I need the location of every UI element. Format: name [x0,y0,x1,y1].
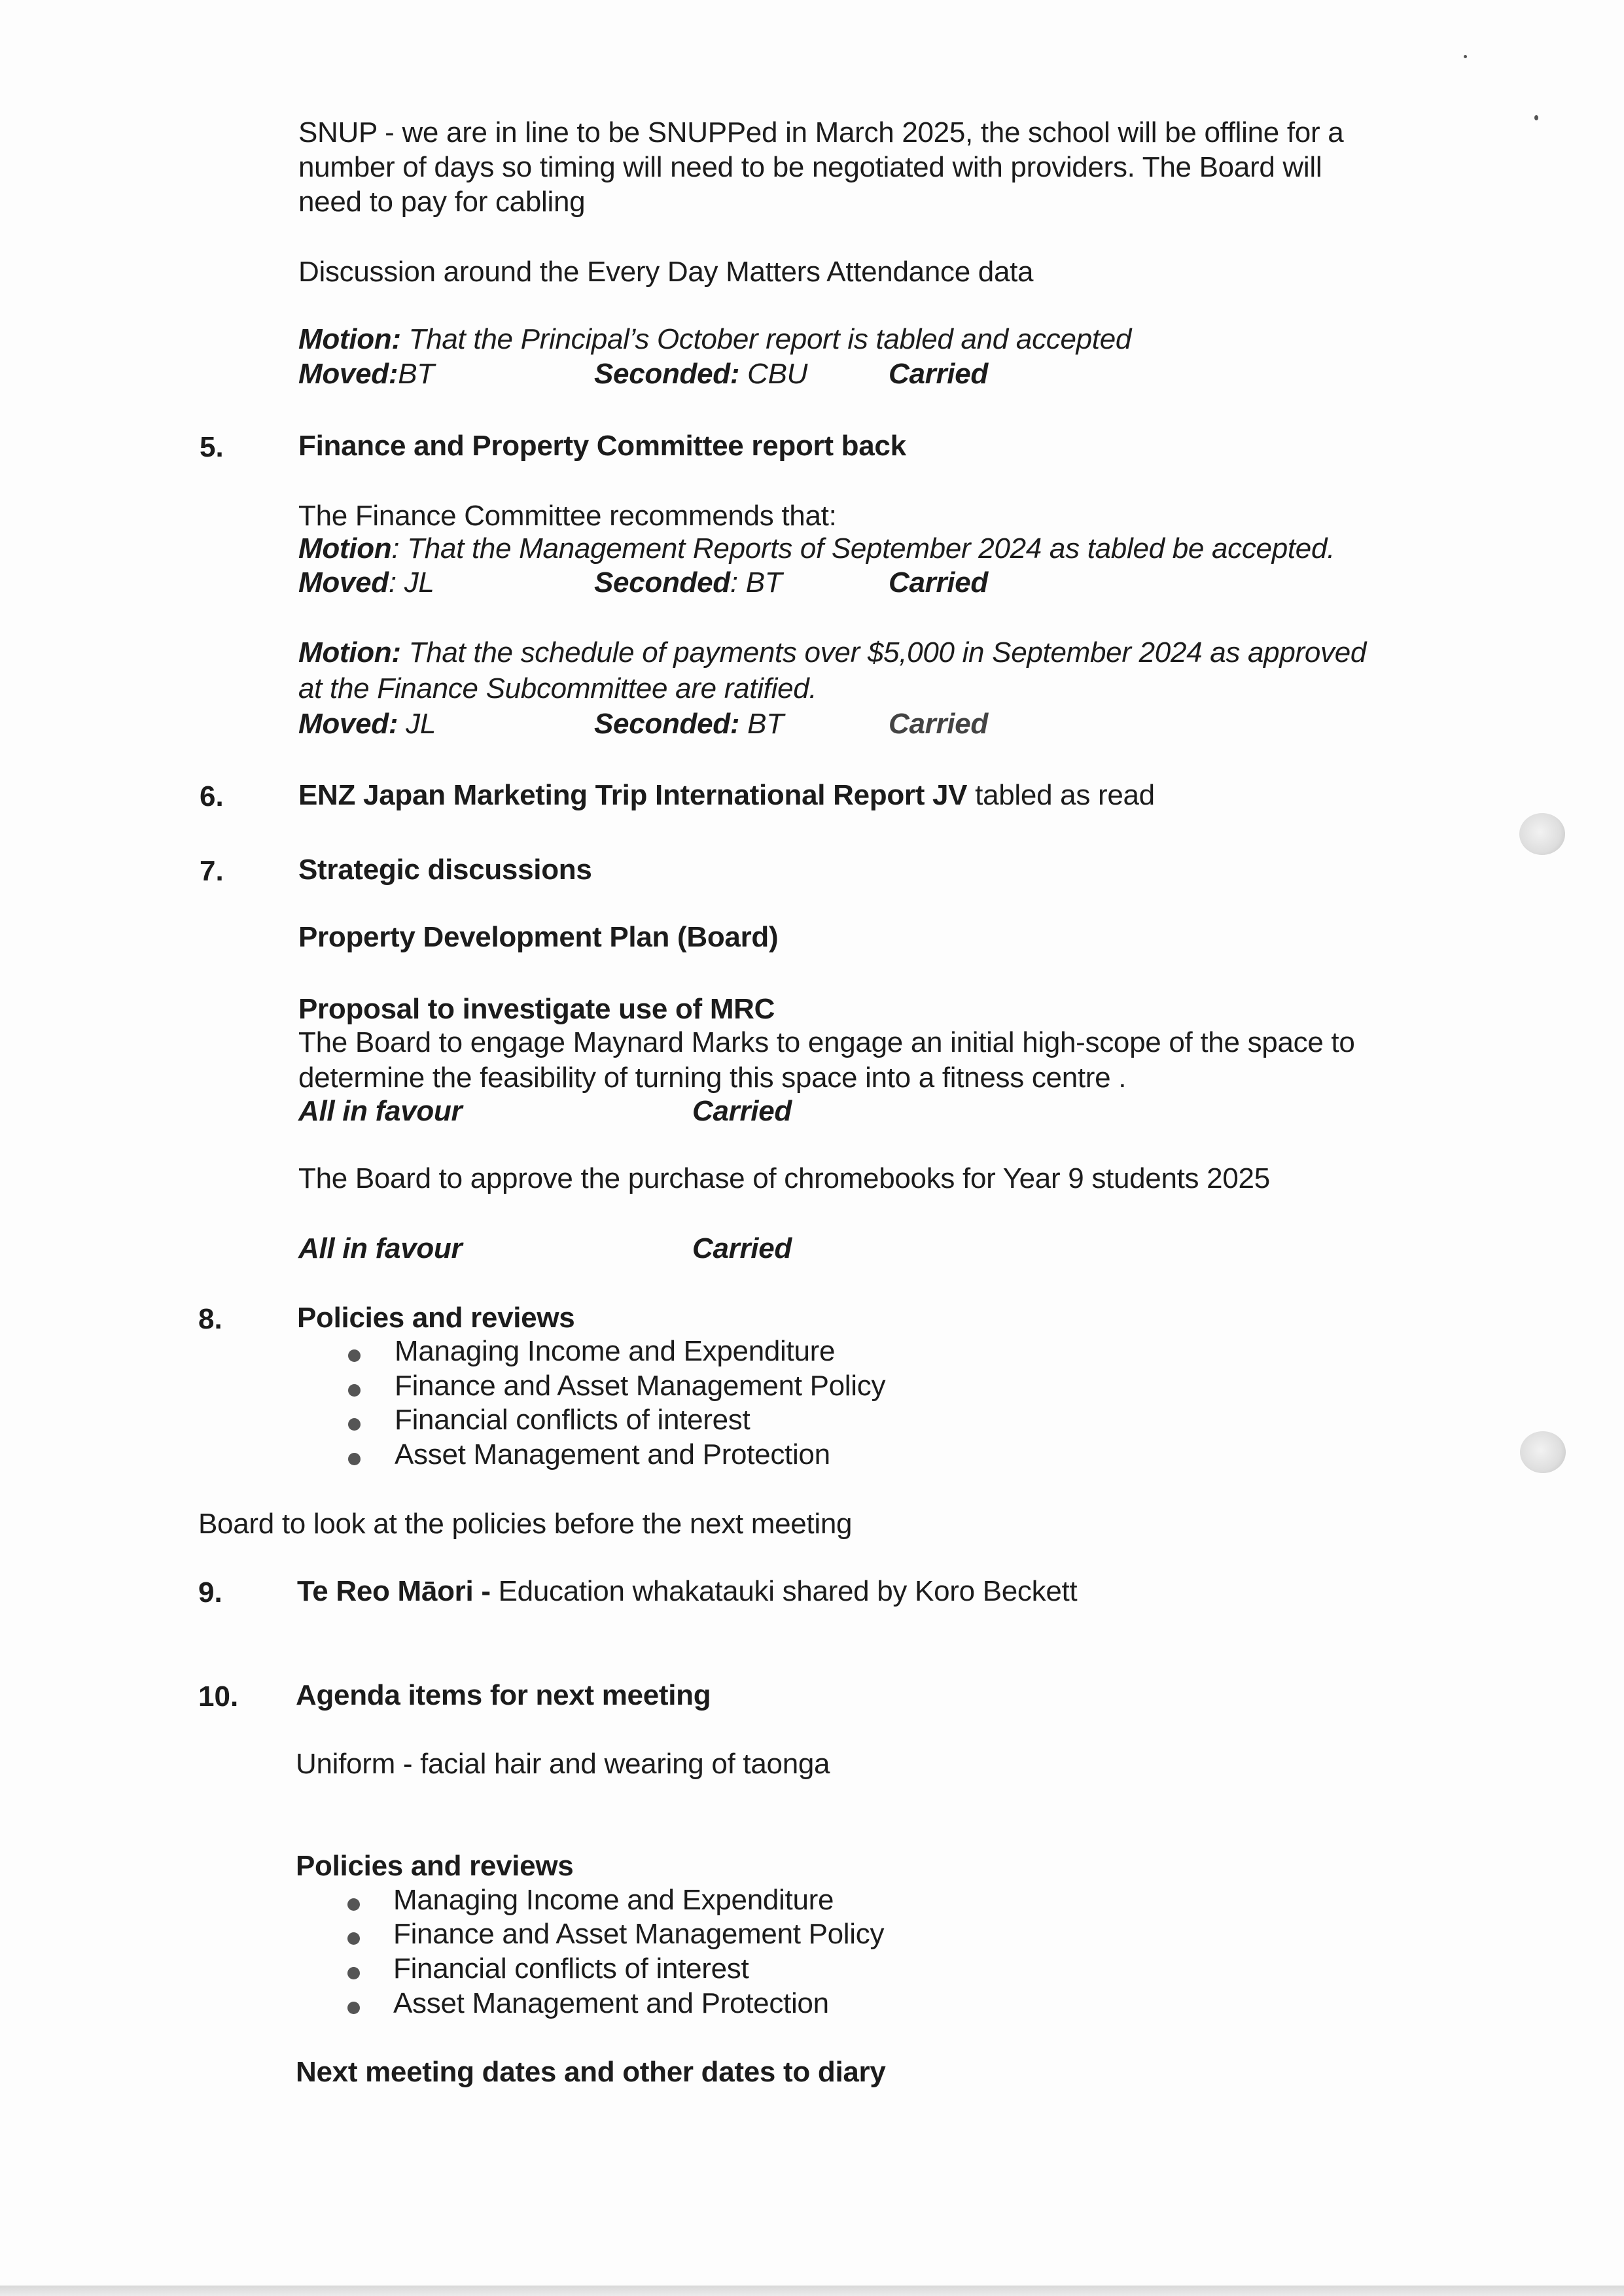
vote-result: Carried [692,1232,792,1264]
seconded-value: BT [739,708,784,740]
item-number: 6. [200,780,224,812]
chromebooks-text: The Board to approve the purchase of chromebooks for Year 9 students 2025 [298,1162,1270,1194]
heading-suffix: tabled as read [967,779,1155,811]
moved-value: : JL [388,566,434,599]
motion-votes [298,357,434,391]
policy-item: Managing Income and Expenditure [393,1884,834,1916]
section-heading: Agenda items for next meeting [296,1679,711,1711]
moved-label: Moved [298,566,389,599]
next-meeting-heading: Next meeting dates and other dates to diary [296,2056,886,2088]
section-heading [297,1574,1077,1609]
seconded-label: Seconded: [594,708,740,740]
motion-principal-report [298,322,1131,357]
item-number: 10. [198,1680,239,1713]
seconded [594,357,807,391]
motion-text: That the schedule of payments over $5,000 in September 2024 as approved [400,636,1367,669]
subheading-property-plan: Property Development Plan (Board) [298,921,779,953]
bullet-icon [348,1384,361,1397]
scan-speck [1534,115,1538,120]
bullet-icon [348,1349,361,1362]
snup-line-1: SNUP - we are in line to be SNUPPed in March 2025, the school will be offline for a [298,116,1344,148]
section-heading: Strategic discussions [298,854,592,886]
item-number: 9. [198,1576,222,1609]
moved-label: Moved: [298,358,398,390]
snup-line-2: number of days so timing will need to be negotiated with providers. The Board will [298,151,1322,183]
seconded-label: Seconded [594,566,730,599]
section-heading: Policies and reviews [297,1302,575,1334]
policy-item: Managing Income and Expenditure [395,1335,836,1367]
heading-bold: ENZ Japan Marketing Trip International Report JV [298,779,968,811]
policy-item: Finance and Asset Management Policy [395,1370,886,1402]
motion-result: Carried [889,358,988,390]
seconded-value: CBU [739,358,808,390]
section-heading: Finance and Property Committee report back [298,430,906,462]
seconded-value: : BT [730,566,783,599]
policies-subheading: Policies and reviews [296,1850,574,1882]
section-heading [298,778,1155,812]
vote-label: All in favour [298,1095,463,1127]
motion-result: Carried [889,566,988,599]
motion-management-reports [298,532,1335,566]
moved-label: Moved: [298,708,398,740]
seconded [594,566,782,600]
item-number: 8. [198,1303,222,1335]
bullet-icon [348,1453,361,1465]
snup-line-3: need to pay for cabling [298,186,586,218]
policy-item: Finance and Asset Management Policy [393,1918,885,1950]
scan-speck [1464,55,1467,58]
moved [298,707,436,741]
item-number: 7. [200,855,224,887]
seconded [594,707,784,741]
heading-text: Education whakatauki shared by Koro Beckett [490,1575,1078,1607]
item-number: 5. [200,431,224,463]
bullet-icon [347,1932,360,1945]
attendance-note: Discussion around the Every Day Matters Attendance data [298,256,1034,288]
bullet-icon [347,1967,360,1979]
uniform-item: Uniform - facial hair and wearing of taonga [296,1748,830,1780]
policies-note: Board to look at the policies before the next meeting [198,1508,853,1540]
heading-bold: Te Reo Māori - [297,1575,491,1607]
vote-result: Carried [692,1095,792,1127]
proposal-line-2: determine the feasibility of turning this space into a fitness centre . [298,1062,1127,1094]
policy-item: Asset Management and Protection [393,1987,829,2019]
motion-label: Motion [298,532,392,565]
policy-item: Asset Management and Protection [395,1438,830,1470]
motion-text: : That the Management Reports of September 2024 as tabled be accepted. [391,532,1335,565]
seconded-label: Seconded: [594,358,740,390]
motion-label: Motion: [298,636,401,669]
motion-result: Carried [889,708,988,740]
punch-hole-icon [1520,1431,1566,1473]
scan-bottom-edge [0,2286,1624,2296]
policy-item: Financial conflicts of interest [393,1953,749,1985]
motion-payments [298,636,1366,670]
motion-text: That the Principal’s October report is tabled and accepted [400,323,1132,355]
bullet-icon [348,1418,361,1431]
bullet-icon [347,1898,360,1911]
moved-value: BT [398,358,434,390]
punch-hole-icon [1519,813,1565,855]
finance-intro: The Finance Committee recommends that: [298,500,837,532]
bullet-icon [347,2002,360,2014]
vote-label: All in favour [298,1232,463,1264]
subheading-mrc-proposal: Proposal to investigate use of MRC [298,993,775,1025]
moved-value: JL [398,708,436,740]
motion-label: Motion: [298,323,401,355]
proposal-line-1: The Board to engage Maynard Marks to engage an initial high-scope of the space to [298,1026,1355,1058]
moved [298,566,434,600]
policy-item: Financial conflicts of interest [395,1404,750,1436]
motion-payments-line2: at the Finance Subcommittee are ratified. [298,672,817,704]
